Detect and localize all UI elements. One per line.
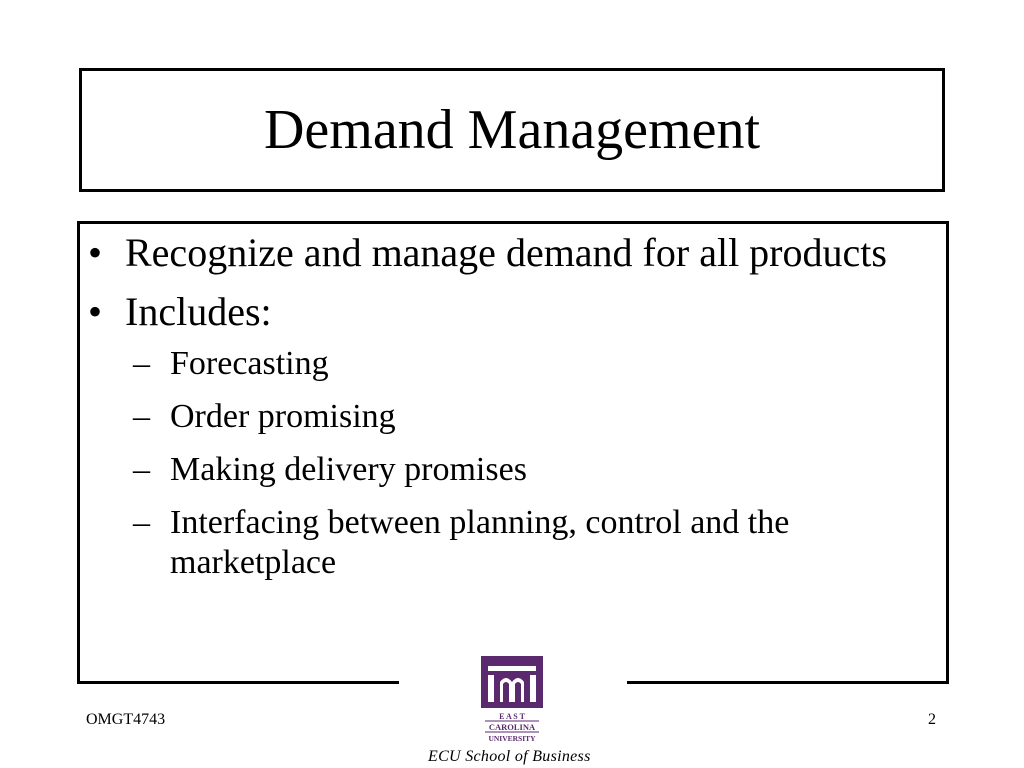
bullet-text: Recognize and manage demand for all products [125,230,887,275]
frame-right-line [946,221,949,684]
frame-left-line [77,221,80,684]
bullet-marker: • [88,230,103,275]
ecu-logo [481,656,543,746]
frame-bottom-right-line [627,681,949,684]
sub-bullet-marker: – [133,451,150,488]
sub-bullet-text: Interfacing between planning, control and the marketplace [170,504,790,581]
bullet-item [88,230,933,275]
logo-text-east: E A S T [499,712,525,721]
sub-bullet-marker: – [133,398,150,435]
frame-bottom-left-line [77,681,399,684]
sub-bullet-item [88,503,933,583]
sub-bullet-text: Making delivery promises [170,451,527,488]
sub-bullet-item [88,344,933,384]
sub-bullet-item [88,450,933,490]
sub-bullet-text: Order promising [170,398,396,435]
logo-text-carolina: CAROLINA [488,722,536,732]
logo-text-university: UNIVERSITY [488,734,536,743]
title-box [79,68,945,192]
bullet-marker: • [88,289,103,334]
bullet-text: Includes: [125,289,272,334]
slide-title: Demand Management [263,99,761,161]
sub-bullet-text: Forecasting [170,345,329,382]
footer-page-number: 2 [928,711,936,728]
sub-bullet-marker: – [133,504,150,541]
sub-bullet-marker: – [133,345,150,382]
slide-content [88,230,933,596]
frame-top-line [77,221,949,224]
footer-school-name: ECU School of Business [428,748,591,765]
footer-course-code: OMGT4743 [86,711,166,728]
bullet-item [88,289,933,334]
sub-bullet-item [88,397,933,437]
